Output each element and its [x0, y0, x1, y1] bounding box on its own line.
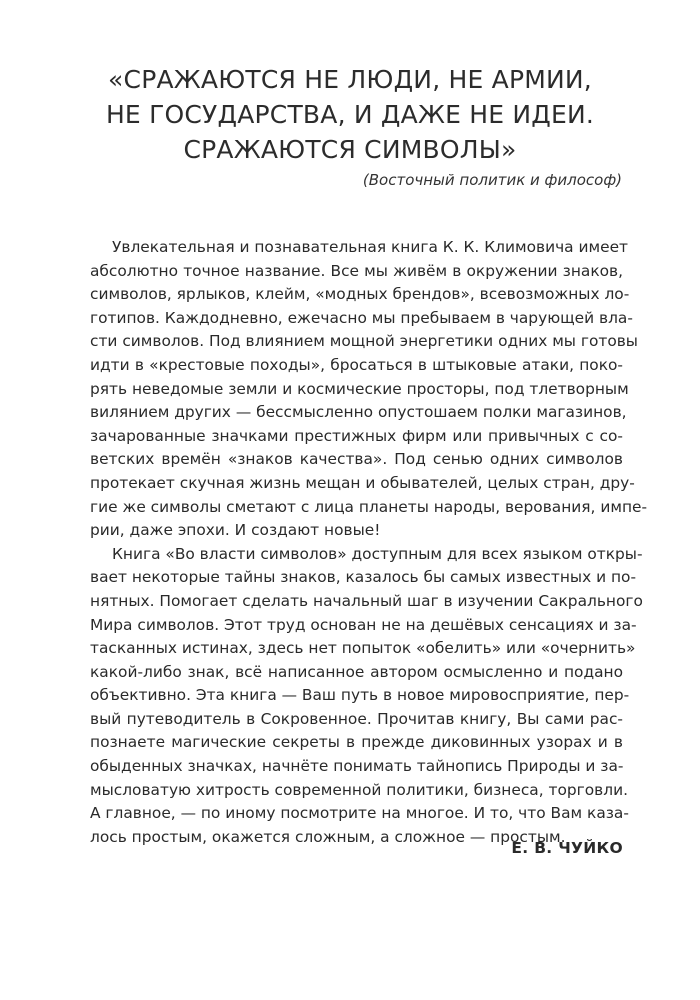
- text-line: идти в «крестовые походы», бросаться в штыковые атаки, поко-: [90, 355, 623, 374]
- epigraph-line: «СРАЖАЮТСЯ НЕ ЛЮДИ, НЕ АРМИИ,: [108, 65, 592, 94]
- text-line: тасканных истинах, здесь нет попыток «обелить» или «очернить»: [90, 639, 636, 658]
- text-line: сти символов. Под влиянием мощной энергетики одних мы готовы: [90, 332, 638, 351]
- text-line: гие же символы сметают с лица планеты народы, верования, импе-: [90, 497, 648, 516]
- epigraph: [60, 62, 640, 191]
- text-line: мысловатую хитрость современной политики, бизнеса, торговли.: [90, 780, 628, 799]
- paragraph-2: [90, 543, 643, 850]
- text-line: А главное, — по иному посмотрите на многое. И то, что Вам каза-: [90, 804, 629, 823]
- text-line: вилянием других — бессмысленно опустошаем полки магазинов,: [90, 403, 627, 422]
- text-line: рии, даже эпохи. И создают новые!: [90, 521, 381, 540]
- text-line: Мира символов. Этот труд основан не на дешёвых сенсациях и за-: [90, 615, 637, 634]
- text-line: Книга «Во власти символов» доступным для всех языком откры-: [112, 544, 643, 563]
- epigraph-line: НЕ ГОСУДАРСТВА, И ДАЖЕ НЕ ИДЕИ.: [105, 100, 595, 129]
- text-line: нятных. Помогает сделать начальный шаг в изучении Сакрального: [90, 591, 643, 610]
- paragraph-1: [90, 236, 648, 543]
- foreword-text: [90, 236, 648, 849]
- text-line: Увлекательная и познавательная книга К. К. Климовича имеет: [112, 238, 628, 256]
- text-line: лось простым, окажется сложным, а сложное — простым.: [90, 827, 566, 846]
- epigraph-line: СРАЖАЮТСЯ СИМВОЛЫ»: [183, 135, 517, 164]
- text-line: ветских времён «знаков качества». Под сенью одних символов: [90, 450, 623, 469]
- text-line: вый путеводитель в Сокровенное. Прочитав книгу, Вы сами рас-: [90, 709, 623, 728]
- text-line: познаете магические секреты в прежде диковинных узорах и в: [90, 733, 623, 752]
- text-line: протекает скучная жизнь мещан и обывателей, целых стран, дру-: [90, 473, 635, 492]
- text-line: какой-либо знак, всё написанное автором осмысленно и подано: [90, 662, 623, 681]
- text-line: готипов. Каждодневно, ежечасно мы пребываем в чарующей вла-: [90, 308, 633, 327]
- text-line: рять неведомые земли и космические просторы, под тлетворным: [90, 379, 629, 398]
- text-line: зачарованные значками престижных фирм или привычных с со-: [90, 426, 623, 445]
- text-line: абсолютно точное название. Все мы живём в окружении знаков,: [90, 261, 623, 280]
- text-line: обыденных значках, начнёте понимать тайнопись Природы и за-: [90, 757, 624, 776]
- text-line: символов, ярлыков, клейм, «модных брендов», всевозможных ло-: [90, 285, 630, 304]
- author-signature: Е. В. ЧУЙКО: [511, 839, 623, 857]
- text-line: объективно. Эта книга — Ваш путь в новое мировосприятие, пер-: [90, 686, 630, 705]
- text-line: вает некоторые тайны знаков, казалось бы самых известных и по-: [90, 568, 636, 587]
- epigraph-attribution: (Восточный политик и философ): [362, 171, 622, 189]
